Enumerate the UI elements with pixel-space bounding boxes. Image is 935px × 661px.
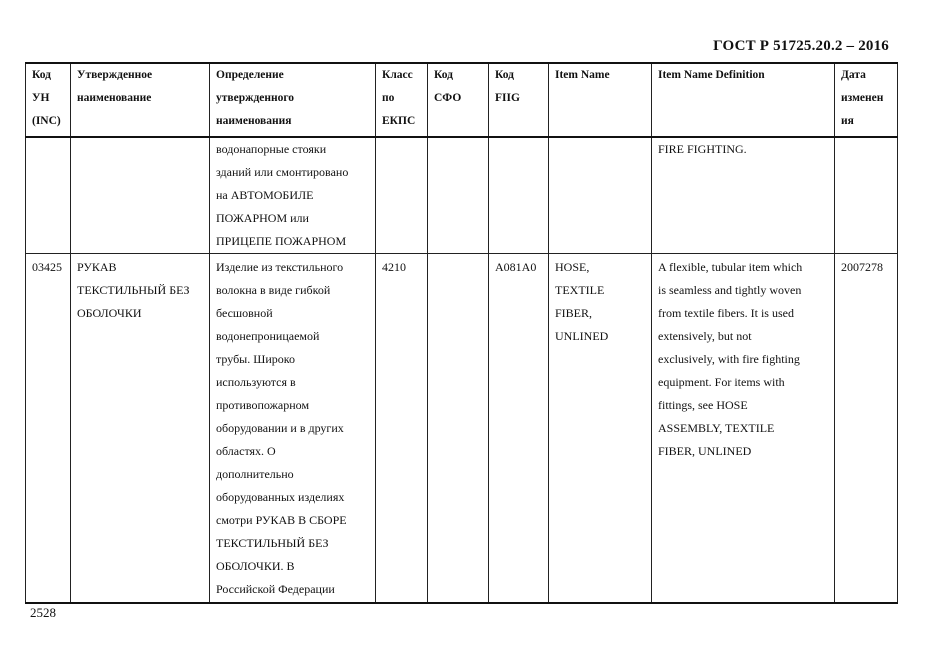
cell-line: изменен — [841, 92, 884, 104]
cell-line: FIIG — [495, 92, 520, 104]
cell-definition — [210, 254, 376, 604]
cell-line: РУКАВ — [77, 260, 117, 274]
cell-line: зданий или смонтировано — [216, 165, 349, 179]
cell-line: используются в — [216, 375, 296, 389]
cell-line: на АВТОМОБИЛЕ — [216, 188, 314, 202]
cell-line: ОБОЛОЧКИ — [77, 306, 142, 320]
cell-name — [71, 137, 210, 254]
cell-line: Изделие из текстильного — [216, 260, 344, 274]
cell-line: наименование — [77, 92, 152, 104]
cell-line: оборудованных изделиях — [216, 490, 345, 504]
cell-item-definition — [652, 254, 835, 604]
cell-line: ПРИЦЕПЕ ПОЖАРНОМ — [216, 234, 347, 248]
cell-line: extensively, but not — [658, 329, 752, 343]
page-number: 2528 — [30, 605, 56, 620]
table-row — [26, 137, 898, 254]
col-header-sfo — [428, 63, 489, 137]
cell-line: UNLINED — [555, 329, 609, 343]
cell-line: ЕКПС — [382, 115, 416, 127]
cell-name — [71, 254, 210, 604]
cell-line: FIRE FIGHTING. — [658, 142, 747, 156]
cell-inc — [26, 137, 71, 254]
cell-line: СФО — [434, 92, 462, 104]
cell-fiig — [489, 254, 549, 604]
cell-line: Код — [495, 69, 515, 81]
cell-line: ПОЖАРНОМ или — [216, 211, 309, 225]
cell-line: наименования — [216, 115, 292, 127]
cell-line: противопожарном — [216, 398, 310, 412]
cell-definition — [210, 137, 376, 254]
cell-line: водонепроницаемой — [216, 329, 320, 343]
cell-line: (INC) — [32, 115, 61, 127]
cell-line: утвержденного — [216, 92, 295, 104]
cell-line: ия — [841, 115, 854, 127]
table-row — [26, 254, 898, 604]
cell-line: Дата — [841, 69, 866, 81]
cell-line: дополнительно — [216, 467, 294, 481]
col-header-date — [835, 63, 898, 137]
col-header-definition — [210, 63, 376, 137]
cell-line: ASSEMBLY, TEXTILE — [658, 421, 775, 435]
cell-line: ТЕКСТИЛЬНЫЙ БЕЗ — [77, 283, 190, 297]
col-header-fiig — [489, 63, 549, 137]
cell-line: ОБОЛОЧКИ. В — [216, 559, 295, 573]
cell-line: 4210 — [382, 260, 406, 274]
cell-line: FIBER, — [555, 306, 593, 320]
cell-line: ТЕКСТИЛЬНЫЙ БЕЗ — [216, 536, 329, 550]
cell-line: Item Name — [555, 69, 610, 81]
cell-fiig — [489, 137, 549, 254]
cell-line: fittings, see HOSE — [658, 398, 748, 412]
cell-sfo — [428, 137, 489, 254]
cell-line: трубы. Широко — [216, 352, 295, 366]
cell-class — [376, 254, 428, 604]
cell-inc — [26, 254, 71, 604]
cell-line: по — [382, 92, 395, 104]
cell-item-definition — [652, 137, 835, 254]
col-header-inc — [26, 63, 71, 137]
cell-line: смотри РУКАВ В СБОРЕ — [216, 513, 347, 527]
cell-line: exclusively, with fire fighting — [658, 352, 800, 366]
cell-line: водонапорные стояки — [216, 142, 327, 156]
cell-line: 03425 — [32, 260, 62, 274]
cell-line: Код — [434, 69, 454, 81]
cell-line: Утвержденное — [77, 69, 153, 81]
col-header-item-name — [549, 63, 652, 137]
cell-line: TEXTILE — [555, 283, 605, 297]
cell-line: Российской Федерации — [216, 582, 335, 596]
cell-line: equipment. For items with — [658, 375, 785, 389]
document-code: ГОСТ Р 51725.20.2 – 2016 — [713, 38, 889, 54]
cell-line: is seamless and tightly woven — [658, 283, 802, 297]
catalog-table — [25, 62, 898, 604]
cell-line: A081A0 — [495, 260, 537, 274]
cell-item-name — [549, 254, 652, 604]
cell-item-name — [549, 137, 652, 254]
cell-line: волокна в виде гибкой — [216, 283, 331, 297]
cell-line: оборудовании и в других — [216, 421, 344, 435]
cell-date — [835, 254, 898, 604]
cell-line: Определение — [216, 69, 284, 81]
header-row — [26, 63, 898, 137]
cell-line: A flexible, tubular item which — [658, 260, 803, 274]
cell-line: Класс — [382, 69, 413, 81]
cell-line: УН — [32, 92, 50, 104]
cell-class — [376, 137, 428, 254]
cell-line: 2007278 — [841, 260, 883, 274]
cell-line: бесшовной — [216, 306, 273, 320]
cell-date — [835, 137, 898, 254]
cell-line: HOSE, — [555, 260, 590, 274]
cell-sfo — [428, 254, 489, 604]
col-header-name — [71, 63, 210, 137]
col-header-class — [376, 63, 428, 137]
cell-line: Код — [32, 69, 52, 81]
cell-line: областях. О — [216, 444, 276, 458]
cell-line: from textile fibers. It is used — [658, 306, 794, 320]
col-header-item-definition — [652, 63, 835, 137]
cell-line: FIBER, UNLINED — [658, 444, 752, 458]
cell-line: Item Name Definition — [658, 69, 765, 81]
